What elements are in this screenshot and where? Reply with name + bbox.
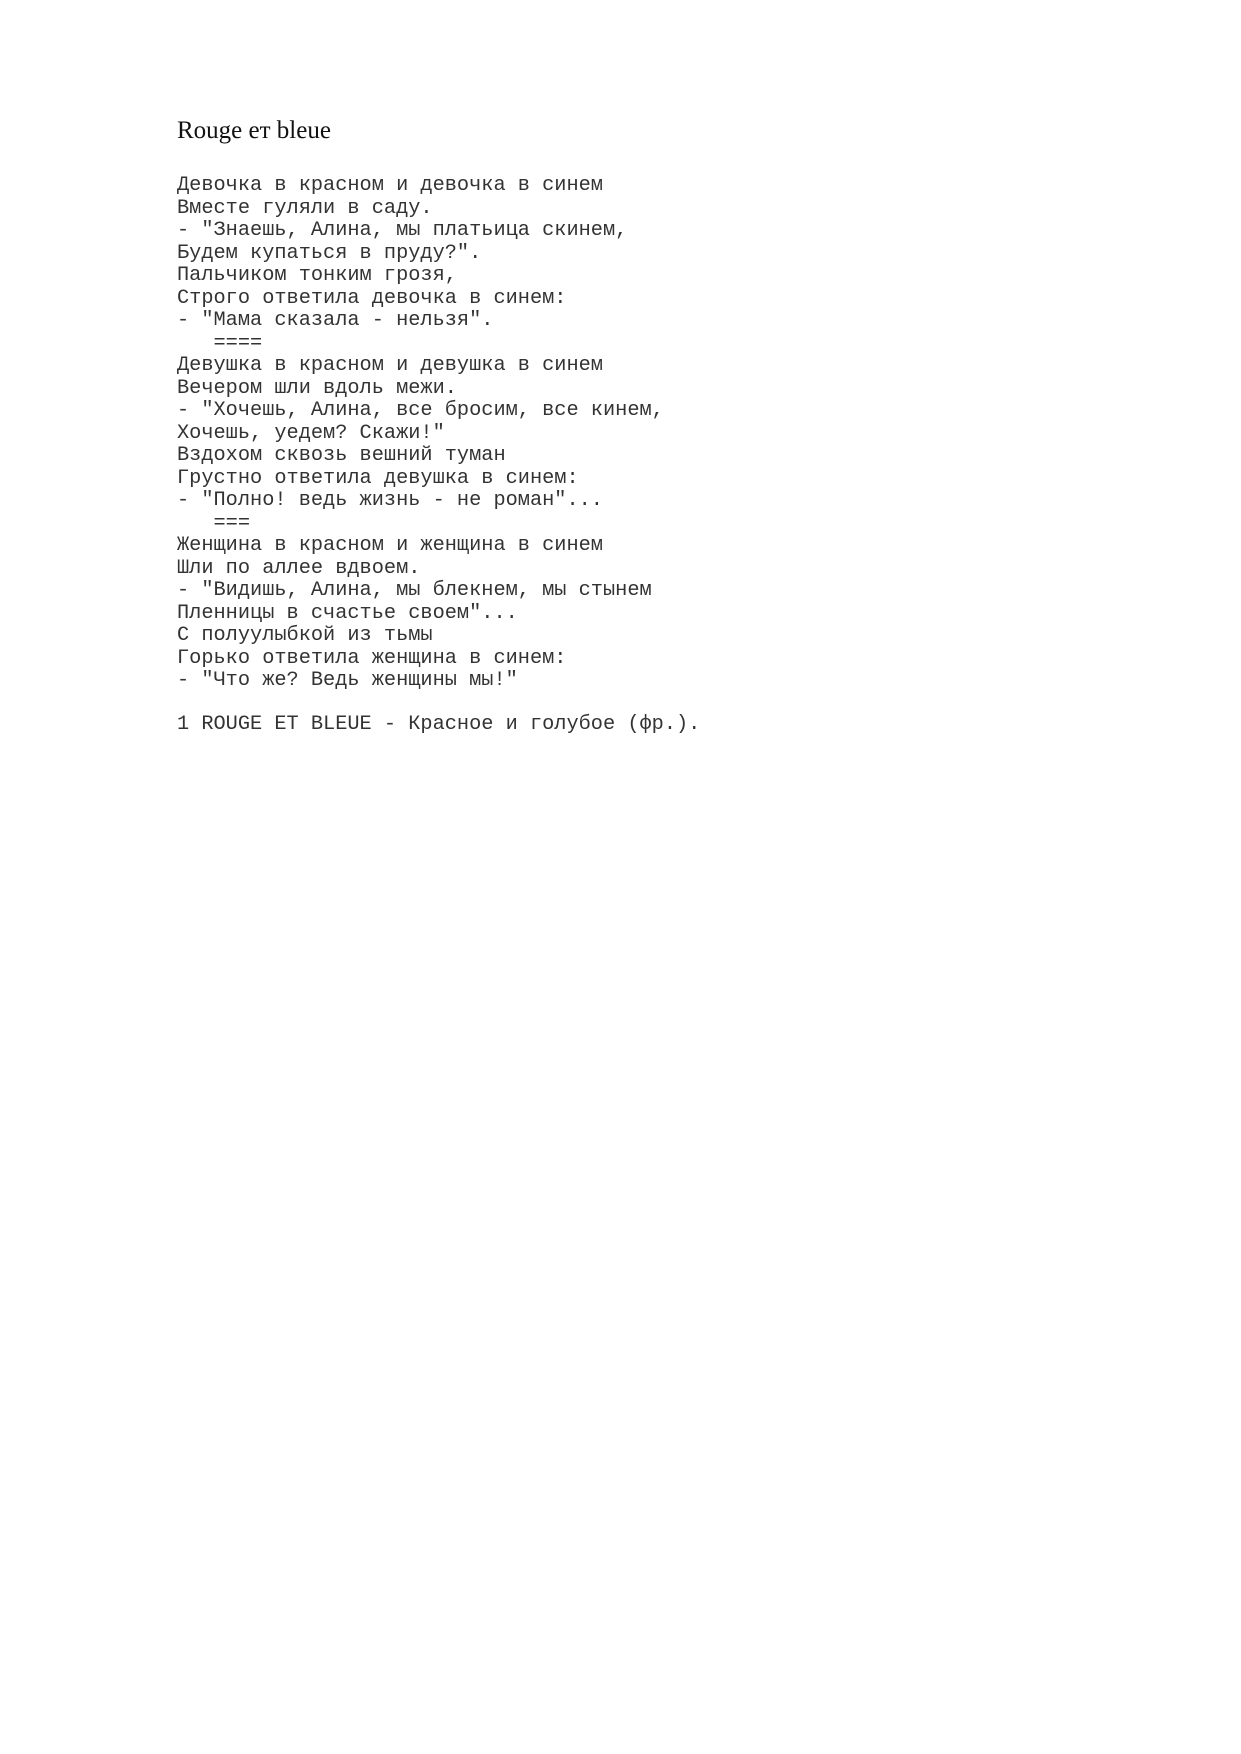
- poem-line: Девочка в красном и девочка в синем: [177, 174, 603, 197]
- poem-line: Шли по аллее вдвоем.: [177, 556, 421, 580]
- poem-title: Rouge ет bleue: [177, 117, 331, 144]
- poem-line: - "Хочешь, Алина, все бросим, все кинем,: [177, 399, 664, 422]
- poem-line: Пальчиком тонким грозя,: [177, 264, 457, 287]
- poem-line: Горько ответила женщина в синем:: [177, 646, 567, 670]
- poem-line: Вместе гуляли в саду.: [177, 196, 433, 220]
- poem-line: - "Полно! ведь жизнь - не роман"...: [177, 489, 603, 512]
- poem-line: Женщина в красном и женщина в синем: [177, 534, 603, 557]
- poem-line: - "Что же? Ведь женщины мы!": [177, 669, 518, 692]
- poem-body: [177, 175, 664, 693]
- poem-line: - "Видишь, Алина, мы блекнем, мы стынем: [177, 579, 652, 602]
- poem-line: Девушка в красном и девушка в синем: [177, 354, 603, 377]
- poem-line: Вздохом сквозь вешний туман: [177, 444, 506, 467]
- poem-line: С полуулыбкой из тьмы: [177, 624, 433, 647]
- poem-line: Строго ответила девочка в синем:: [177, 286, 567, 310]
- poem-line: - "Знаешь, Алина, мы платьица скинем,: [177, 219, 628, 242]
- poem-line: Пленницы в счастье своем"...: [177, 601, 518, 625]
- poem-line: Будем купаться в пруду?".: [177, 241, 482, 265]
- poem-line: ===: [177, 511, 251, 535]
- poem-line: Вечером шли вдоль межи.: [177, 376, 457, 400]
- poem-line: Грустно ответила девушка в синем:: [177, 466, 579, 490]
- poem-line: Хочешь, уедем? Скажи!": [177, 421, 445, 445]
- poem-line: ====: [177, 331, 263, 355]
- poem-line: - "Мама сказала - нельзя".: [177, 309, 494, 332]
- footnote: 1 ROUGE ET BLEUE - Красное и голубое (фр.).: [177, 713, 701, 736]
